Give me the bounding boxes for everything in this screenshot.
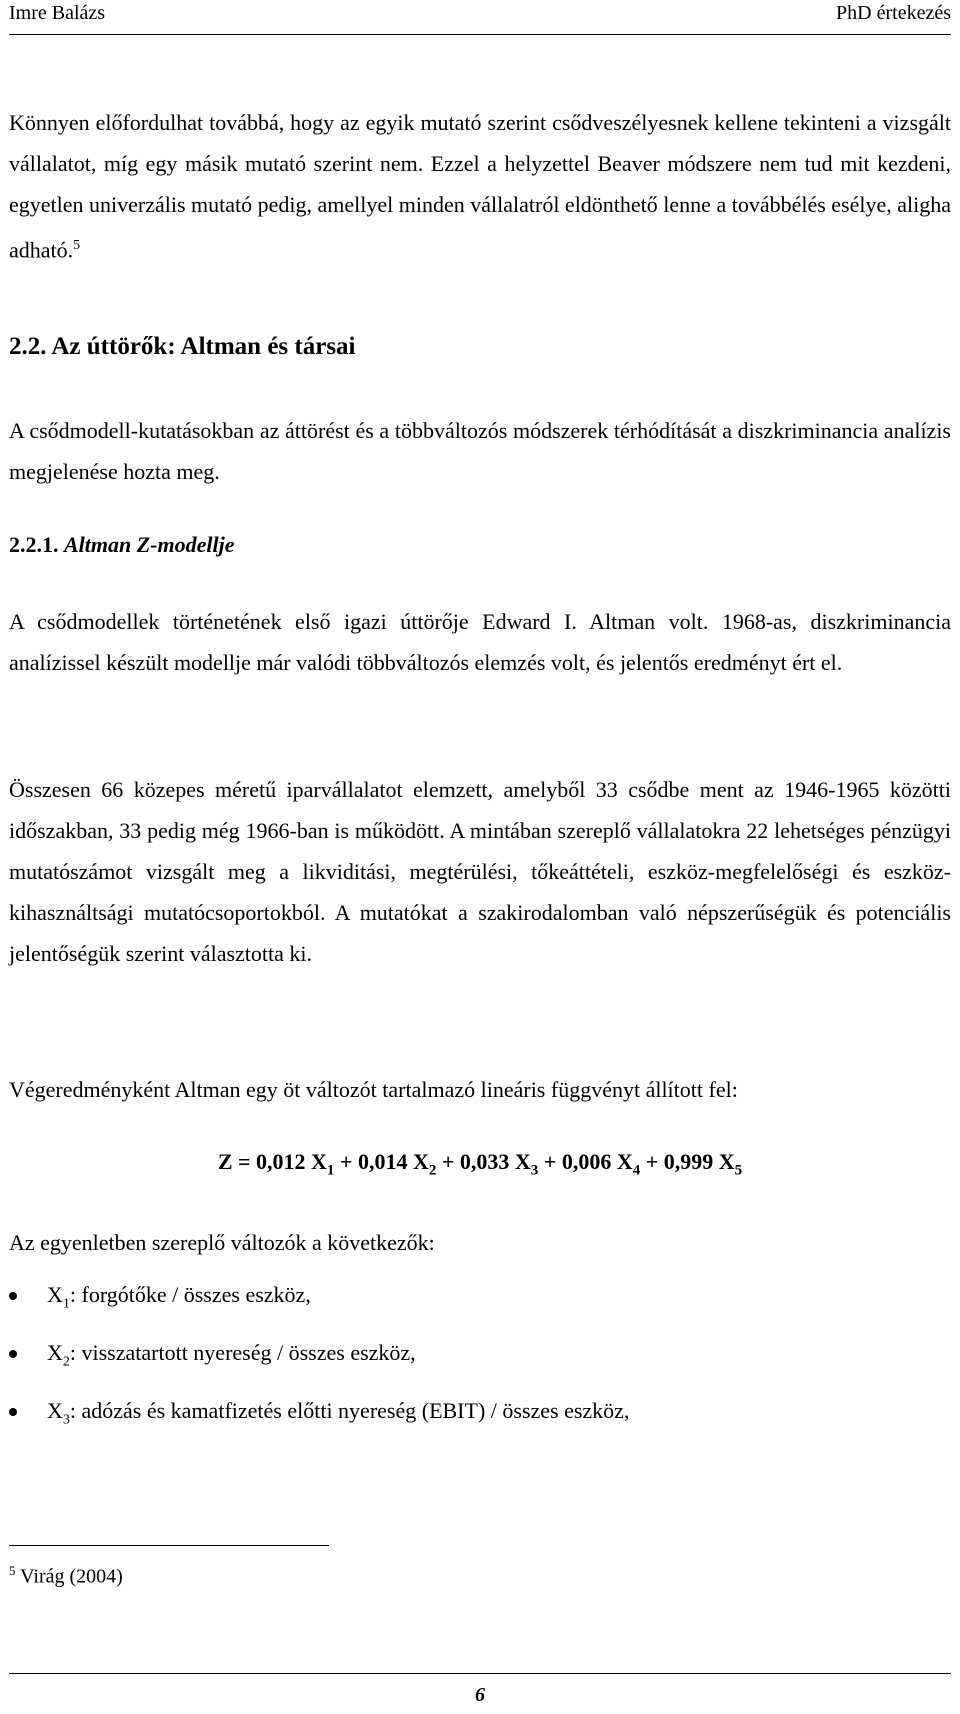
equation-subscript: 5	[734, 1162, 743, 1179]
paragraph-section-intro: A csődmodell-kutatásokban az áttörést és a többváltozós módszerek térhódítását a diszkriminancia analízis megjelenése hozta meg.	[9, 418, 951, 484]
variable-symbol: X	[47, 1340, 63, 1365]
subsection-number: 2.2.1.	[9, 532, 59, 557]
paragraph-sample: Összesen 66 közepes méretű iparvállalatot elemzett, amelyből 33 csődbe ment az 1946-1965 közötti időszakban, 33 pedig még 1966-ban is működött. A mintában szereplő vállalatokra 22 lehetséges pénzügyi mutatószámot vizsgált meg a likviditási, megtérülési, tőkeáttételi, eszköz-megfelelőségi és eszköz-kihasználtsági mutatócsoportokból. A mutatókat a szakirodalomban való népszerűségük és potenciális jelentőségük szerint választotta ki.	[9, 777, 951, 966]
section-heading: 2.2. Az úttörők: Altman és társai	[9, 333, 356, 360]
equation-term: Z = 0,012 X	[217, 1149, 327, 1174]
variable-subscript: 3	[62, 1412, 70, 1428]
footnote-text: Virág (2004)	[15, 1565, 123, 1588]
equation-subscript: 3	[530, 1162, 539, 1179]
variable-definition: : visszatartott nyereség / összes eszköz,	[69, 1340, 416, 1365]
paragraph-variables-intro: Az egyenletben szereplő változók a következők:	[9, 1230, 435, 1255]
footnote-divider	[9, 1545, 329, 1546]
variable-symbol: X	[47, 1282, 63, 1307]
equation-subscript: 4	[632, 1162, 641, 1179]
subsection-title: Altman Z-modellje	[64, 532, 235, 557]
paragraph-altman: A csődmodellek történetének első igazi úttörője Edward I. Altman volt. 1968-as, diszkriminancia analízissel készült modellje már valódi többváltozós elemzés volt, és jelentős eredményt ért el.	[9, 609, 951, 675]
equation-term: + 0,033 X	[436, 1149, 531, 1174]
bullet-icon	[9, 1350, 17, 1358]
paragraph-intro	[9, 102, 951, 270]
list-item	[9, 1338, 951, 1396]
header-document-type: PhD értekezés	[836, 2, 951, 24]
page-header	[9, 0, 951, 35]
equation-term: + 0,006 X	[538, 1149, 633, 1174]
paragraph-intro-text: Könnyen előfordulhat továbbá, hogy az egyik mutató szerint csődveszélyesnek kellene tekinteni a vizsgált vállalatot, míg egy másik mutató szerint nem. Ezzel a helyzettel Beaver módszere nem tud mit kezdeni, egyetlen univerzális mutató pedig, amellyel minden vállalatról eldönthető lenne a továbbélés esélye, aligha adható.	[9, 110, 952, 263]
footnote	[9, 1563, 123, 1589]
footnote-reference[interactable]: 5	[73, 238, 81, 253]
equation-term: + 0,999 X	[640, 1149, 735, 1174]
bullet-icon	[9, 1292, 17, 1300]
variable-symbol: X	[47, 1398, 63, 1423]
equation-subscript: 1	[326, 1162, 335, 1179]
variable-definition: : adózás és kamatfizetés előtti nyereség (EBIT) / összes eszköz,	[69, 1398, 630, 1423]
variable-subscript: 1	[62, 1296, 70, 1312]
z-score-equation	[0, 1149, 960, 1179]
footer-divider	[9, 1673, 951, 1674]
variable-subscript: 2	[62, 1354, 70, 1370]
equation-term: + 0,014 X	[334, 1149, 429, 1174]
page-number: 6	[475, 1684, 485, 1706]
list-item	[9, 1280, 951, 1338]
footnote-mark: 5	[9, 1563, 16, 1578]
header-author: Imre Balázs	[9, 2, 106, 24]
variable-definition: : forgótőke / összes eszköz,	[69, 1282, 311, 1307]
paragraph-result: Végeredményként Altman egy öt változót tartalmazó lineáris függvényt állított fel:	[9, 1077, 738, 1102]
bullet-icon	[9, 1408, 17, 1416]
equation-subscript: 2	[428, 1162, 437, 1179]
variable-list	[9, 1280, 951, 1454]
list-item	[9, 1396, 951, 1454]
subsection-heading	[9, 532, 951, 558]
